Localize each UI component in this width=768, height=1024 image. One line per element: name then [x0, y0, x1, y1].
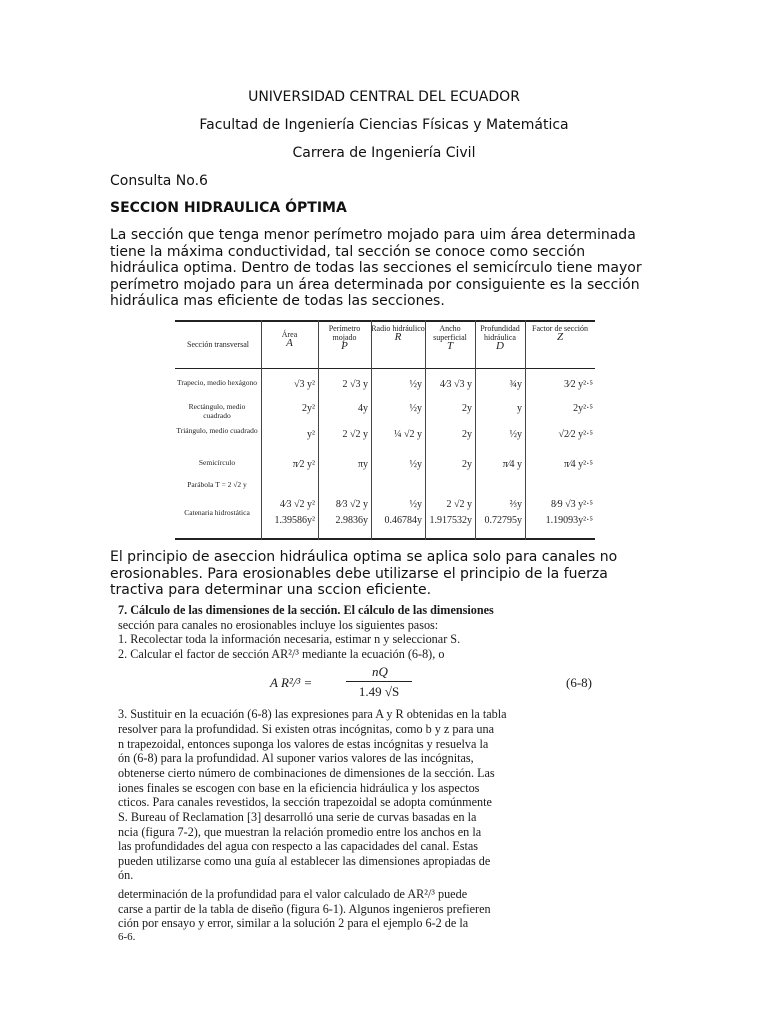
table-header: [318, 324, 371, 351]
table-cell: ½y: [409, 499, 422, 510]
table-cell: 4⁄3 √2 y²: [279, 499, 315, 510]
table-cell: ½y: [509, 429, 522, 440]
intro-line: perímetro mojado para un área determinada por consiguiente es la sección: [110, 276, 640, 293]
excerpt-line: sección para canales no erosionables incluye los siguientes pasos:: [118, 618, 439, 632]
career-heading: Carrera de Ingeniería Civil: [292, 145, 476, 161]
row-label: Catenaria hidrostática: [184, 508, 250, 517]
excerpt-line: resolver para la profundidad. Si existen otras incógnitas, como b y z para una: [118, 722, 495, 736]
row-label: Semicírculo: [198, 458, 236, 467]
excerpt-line: ón.: [118, 868, 134, 882]
excerpt-line: 7. Cálculo de las dimensiones de la sección. El cálculo de las dimensiones: [118, 603, 494, 617]
table-cell: 2y²: [302, 403, 315, 414]
header-symbol: T: [446, 340, 454, 352]
excerpt-line: iones finales se escogen con base en la eficiencia hidráulica y los aspectos: [118, 781, 480, 795]
table-cell: ½y: [409, 459, 422, 470]
equation-lhs: A R²/³ =: [270, 675, 313, 690]
excerpt-line: obtenerse cierto número de combinaciones de dimensiones de la sección. Las: [118, 766, 495, 780]
table-header: Sección transversal: [187, 340, 249, 349]
table-cell: √2⁄2 y²·⁵: [558, 429, 593, 440]
row-label: Rectángulo, medio cuadrado: [188, 402, 246, 420]
table-top-rule: [175, 320, 595, 322]
hydraulic-sections-table: [175, 316, 595, 542]
table-cell: 2.9836y: [335, 515, 368, 526]
header-symbol: D: [496, 340, 504, 352]
section-title: SECCION HIDRAULICA ÓPTIMA: [110, 200, 347, 216]
table-cell: 0.72795y: [484, 515, 522, 526]
intro-line: hidráulica optima. Dentro de todas las secciones el semicírculo tiene mayor: [110, 260, 642, 276]
table-header: [261, 330, 318, 348]
table-cell: π⁄4 y²·⁵: [563, 459, 593, 470]
header-text: Profundidad hidráulica: [480, 324, 520, 342]
table-cell: y: [517, 403, 522, 414]
table-cell: 3⁄2 y²·⁵: [564, 379, 593, 390]
row-label: Trapecio, medio hexágono: [177, 378, 257, 387]
excerpt-line: carse a partir de la tabla de diseño (figura 6-1). Algunos ingenieros prefieren: [118, 902, 491, 916]
excerpt-line: 1. Recolectar toda la información necesaria, estimar n y seleccionar S.: [118, 632, 461, 646]
table-cell: π⁄4 y: [502, 459, 522, 470]
table-cell: 2 √2 y: [446, 499, 472, 510]
excerpt-line: 6-6.: [118, 931, 136, 943]
table-cell: 2y: [462, 403, 472, 414]
excerpt-line: S. Bureau of Reclamation [3] desarrolló una serie de curvas basadas en la: [118, 810, 477, 824]
faculty-heading: Facultad de Ingeniería Ciencias Físicas y Matemática: [199, 117, 569, 133]
university-heading: UNIVERSIDAD CENTRAL DEL ECUADOR: [248, 89, 520, 105]
header-text: Ancho superficial: [433, 324, 467, 342]
table-cell: 2y: [462, 459, 472, 470]
table-bottom-rule: [175, 538, 595, 540]
header-text: Factor de sección: [532, 324, 588, 333]
book-excerpt: [118, 603, 610, 943]
header-symbol: Z: [556, 331, 564, 343]
table-cell: ½y: [409, 403, 422, 414]
excerpt-line: 3. Sustituir en la ecuación (6-8) las expresiones para A y R obtenidas en la tabla: [118, 707, 507, 721]
excerpt-line: n trapezoidal, entonces suponga los valores de estas incógnitas y resuelva la: [118, 737, 489, 751]
table-cell: √3 y²: [294, 379, 315, 390]
table-header: [371, 324, 425, 342]
table-cell: 1.39586y²: [274, 515, 315, 526]
excerpt-line: determinación de la profundidad para el valor calculado de AR²/³ puede: [118, 887, 468, 901]
intro-line: tiene la máxima conductividad, tal sección se conoce como sección: [110, 243, 586, 260]
excerpt-line: ción por ensayo y error, similar a la solución 2 para el ejemplo 6-2 de la: [118, 916, 469, 930]
table-header-rule: [175, 368, 595, 369]
table-cell: 2 √3 y: [342, 379, 368, 390]
excerpt-line: ncia (figura 7-2), que muestran la relación promedio entre los anchos en la: [118, 825, 482, 839]
excerpt-line: ón (6-8) para la profundidad. Al suponer varios valores de las incógnitas,: [118, 751, 474, 765]
table-cell: ½y: [409, 379, 422, 390]
table-cell: y²: [307, 429, 315, 440]
header-symbol: P: [341, 340, 348, 352]
equation-label: (6-8): [566, 675, 592, 690]
table-cell: 1.917532y: [429, 515, 472, 526]
principle-line: tractiva para determinar una sccion eficiente.: [110, 582, 432, 598]
table-cell: 2y: [462, 429, 472, 440]
equation-denominator: 1.49 √S: [358, 684, 400, 699]
header-symbol: A: [286, 337, 293, 349]
fraction-bar: [346, 681, 412, 682]
table-cell: ⅔y: [509, 499, 522, 510]
table-cell: 1.19093y²·⁵: [545, 515, 593, 526]
principle-line: erosionables. Para erosionables debe utilizarse el principio de la fuerza: [110, 565, 608, 582]
table-cell: 4y: [358, 403, 368, 414]
principle-line: El principio de aseccion hidráulica optima se aplica solo para canales no: [110, 549, 618, 565]
intro-paragraph: [110, 227, 650, 310]
table-header: [425, 324, 475, 351]
table-header: [475, 324, 525, 351]
excerpt-line: cticos. Para canales revestidos, la sección trapezoidal se adopta comúnmente: [118, 795, 492, 809]
row-label: Triángulo, medio cuadrado: [176, 426, 258, 435]
header-text: Perímetro mojado: [328, 324, 361, 342]
principle-paragraph: [110, 549, 650, 599]
consulta-label: Consulta No.6: [110, 173, 208, 189]
table-header: [525, 324, 595, 342]
intro-line: hidráulica mas eficiente de todas las secciones.: [110, 293, 445, 309]
table-cell: π⁄2 y²: [292, 459, 315, 470]
table-cell: 4⁄3 √3 y: [439, 379, 472, 390]
table-cell: 2 √2 y: [342, 429, 368, 440]
intro-line: La sección que tenga menor perímetro mojado para uim área determinada: [110, 227, 636, 243]
table-cell: ¼ √2 y: [394, 429, 422, 440]
table-cell: 8⁄9 √3 y²·⁵: [551, 499, 593, 510]
excerpt-line: las profundidades del agua con respecto a las capacidades del canal. Estas: [118, 839, 479, 853]
row-label: Parábola T = 2 √2 y: [187, 480, 247, 489]
equation-numerator: nQ: [372, 664, 388, 679]
header-text: Radio hidráulico: [371, 324, 425, 333]
header-text: Área: [281, 330, 298, 339]
table-cell: πy: [357, 459, 368, 470]
table-cell: 2y²·⁵: [573, 403, 593, 414]
excerpt-line: pueden utilizarse como una guía al establecer las dimensiones apropiadas de: [118, 854, 491, 868]
table-cell: 0.46784y: [384, 515, 422, 526]
excerpt-line: 2. Calcular el factor de sección AR²/³ mediante la ecuación (6-8), o: [118, 647, 445, 661]
header-symbol: R: [394, 331, 402, 343]
table-cell: ¾y: [509, 379, 522, 390]
table-cell: 8⁄3 √2 y: [335, 499, 368, 510]
